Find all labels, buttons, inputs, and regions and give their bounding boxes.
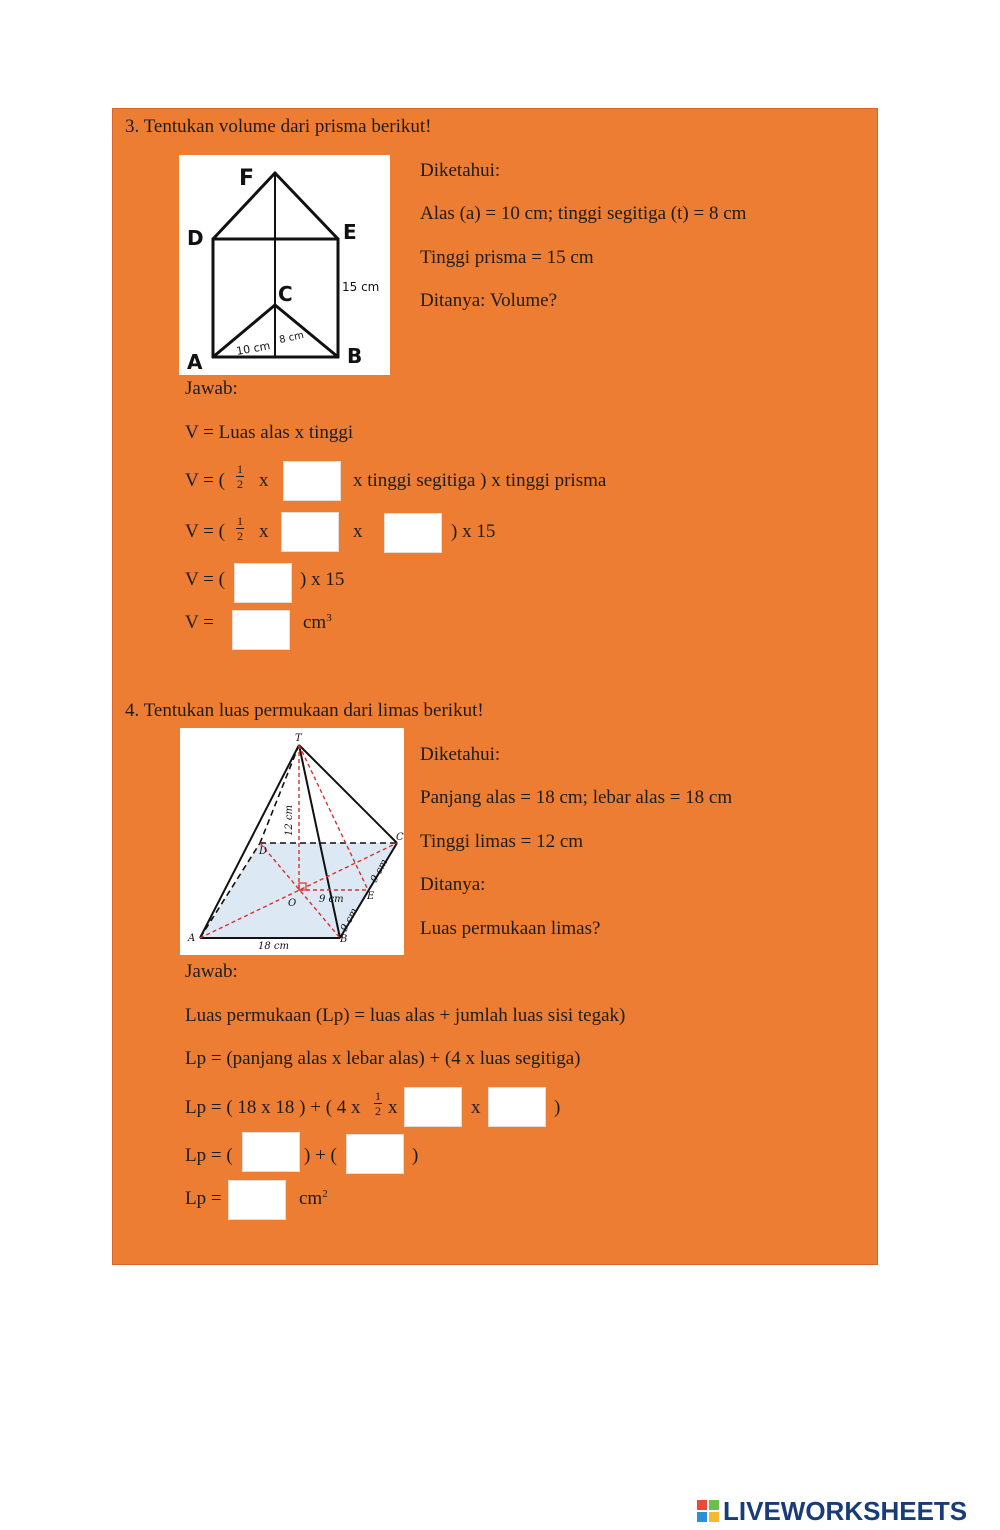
q3-title: 3. Tentukan volume dari prisma berikut! bbox=[125, 116, 432, 137]
q3-given-2: Tinggi prisma = 15 cm bbox=[420, 247, 594, 268]
edge-tc bbox=[299, 745, 397, 843]
label-t: T bbox=[295, 733, 302, 744]
logo-square-blue bbox=[697, 1512, 707, 1522]
logo-square-red bbox=[697, 1500, 707, 1510]
q4-pyramid-figure bbox=[180, 728, 404, 955]
label-e: E bbox=[343, 220, 357, 244]
logo-square-yellow bbox=[709, 1512, 719, 1522]
q3-formula-line-1: V = Luas alas x tinggi bbox=[185, 422, 354, 443]
half-numerator: 1 bbox=[375, 1089, 381, 1103]
q4-line-3-suffix: ) bbox=[554, 1097, 561, 1118]
label-12cm: 12 cm bbox=[284, 805, 295, 836]
q3-line-2-prefix: V = ( bbox=[185, 470, 225, 491]
q4-given-label: Diketahui: bbox=[420, 744, 501, 765]
q4-line-4-prefix: Lp = ( bbox=[185, 1145, 233, 1166]
q3-line-2-x: x bbox=[259, 470, 269, 491]
q3-line-3-x1: x bbox=[259, 521, 269, 542]
brand-name: LIVEWORKSHEETS bbox=[723, 1495, 968, 1526]
q4-answer-box-2[interactable] bbox=[488, 1087, 546, 1127]
label-9cm-be: 9 cm bbox=[338, 906, 361, 934]
q3-answer-box-2[interactable] bbox=[281, 512, 339, 552]
q4-answer-box-5[interactable] bbox=[228, 1180, 286, 1220]
q3-answer-box-1[interactable] bbox=[283, 461, 341, 501]
q4-answer-box-4[interactable] bbox=[346, 1134, 404, 1174]
label-d: D bbox=[259, 846, 268, 857]
half-numerator: 1 bbox=[237, 462, 243, 476]
label-a: A bbox=[187, 350, 203, 374]
q3-line-5-unit bbox=[303, 612, 332, 634]
q4-given-1: Panjang alas = 18 cm; lebar alas = 18 cm bbox=[420, 787, 733, 808]
label-f: F bbox=[239, 166, 255, 191]
q3-line-2-suffix: x tinggi segitiga ) x tinggi prisma bbox=[353, 470, 607, 491]
q4-formula-line-1: Luas permukaan (Lp) = luas alas + jumlah luas sisi tegak) bbox=[185, 1005, 626, 1026]
edge-cb bbox=[275, 305, 338, 357]
label-a: A bbox=[188, 933, 196, 944]
q3-answer-box-5[interactable] bbox=[232, 610, 290, 650]
q3-line-3-half bbox=[236, 515, 244, 542]
q4-given-2: Tinggi limas = 12 cm bbox=[420, 831, 584, 852]
unit-text: cm bbox=[299, 1188, 323, 1209]
q4-line-5-prefix: Lp = bbox=[185, 1188, 222, 1209]
q3-line-3-x2: x bbox=[353, 521, 363, 542]
label-d: D bbox=[187, 226, 204, 250]
q3-answer-label: Jawab: bbox=[185, 378, 238, 399]
q4-line-3-x1: x bbox=[388, 1097, 398, 1118]
label-10cm: 10 cm bbox=[235, 339, 272, 358]
q3-line-4-prefix: V = ( bbox=[185, 569, 225, 590]
q4-title: 4. Tentukan luas permukaan dari limas berikut! bbox=[125, 700, 484, 721]
q3-line-4-suffix: ) x 15 bbox=[300, 569, 345, 590]
half-numerator: 1 bbox=[237, 514, 243, 528]
worksheet-panel bbox=[112, 108, 878, 1265]
q4-answer-box-1[interactable] bbox=[404, 1087, 462, 1127]
q3-line-3-suffix: ) x 15 bbox=[451, 521, 496, 542]
q3-line-2-half bbox=[236, 463, 244, 490]
q3-answer-box-4[interactable] bbox=[234, 563, 292, 603]
q3-line-3-prefix: V = ( bbox=[185, 521, 225, 542]
q4-line-5-unit bbox=[299, 1188, 328, 1210]
prism-diagram bbox=[179, 155, 390, 375]
q3-given-1: Alas (a) = 10 cm; tinggi segitiga (t) = 8 cm bbox=[420, 203, 747, 224]
half-denominator: 2 bbox=[237, 477, 243, 491]
q4-line-4-mid: ) + ( bbox=[304, 1145, 337, 1166]
q4-formula-line-2: Lp = (panjang alas x lebar alas) + (4 x luas segitiga) bbox=[185, 1048, 581, 1069]
q3-line-5-prefix: V = bbox=[185, 612, 214, 633]
logo-square-green bbox=[709, 1500, 719, 1510]
q4-asked: Luas permukaan limas? bbox=[420, 918, 601, 939]
q4-answer-label: Jawab: bbox=[185, 961, 238, 982]
q4-line-4-suffix: ) bbox=[412, 1145, 419, 1166]
logo-icon bbox=[697, 1500, 719, 1522]
q3-prism-figure bbox=[179, 155, 390, 375]
label-b: B bbox=[340, 934, 348, 945]
q4-asked-label: Ditanya: bbox=[420, 874, 486, 895]
unit-exponent: 3 bbox=[326, 612, 332, 624]
label-c: C bbox=[396, 832, 404, 843]
q4-line-3-x2: x bbox=[471, 1097, 481, 1118]
label-9cm-ec: 9 cm bbox=[368, 857, 391, 885]
q4-line-3-half bbox=[374, 1090, 382, 1117]
label-18cm: 18 cm bbox=[258, 941, 289, 952]
half-denominator: 2 bbox=[375, 1104, 381, 1118]
label-15cm: 15 cm bbox=[342, 280, 380, 294]
q4-answer-box-3[interactable] bbox=[242, 1132, 300, 1172]
label-b: B bbox=[347, 344, 363, 368]
q3-asked: Ditanya: Volume? bbox=[420, 290, 558, 311]
q3-answer-box-3[interactable] bbox=[384, 513, 442, 553]
pyramid-diagram bbox=[180, 728, 404, 955]
label-9cm-oe: 9 cm bbox=[319, 894, 344, 905]
unit-text: cm bbox=[303, 612, 327, 633]
edge-fe bbox=[275, 173, 338, 239]
half-denominator: 2 bbox=[237, 529, 243, 543]
label-o: O bbox=[288, 898, 297, 909]
q3-given-label: Diketahui: bbox=[420, 160, 501, 181]
unit-exponent: 2 bbox=[322, 1188, 328, 1200]
liveworksheets-logo bbox=[697, 1493, 967, 1529]
label-8cm: 8 cm bbox=[278, 330, 305, 346]
label-c: C bbox=[278, 282, 293, 306]
label-e: E bbox=[367, 891, 375, 902]
q4-line-3-prefix: Lp = ( 18 x 18 ) + ( 4 x bbox=[185, 1097, 361, 1118]
